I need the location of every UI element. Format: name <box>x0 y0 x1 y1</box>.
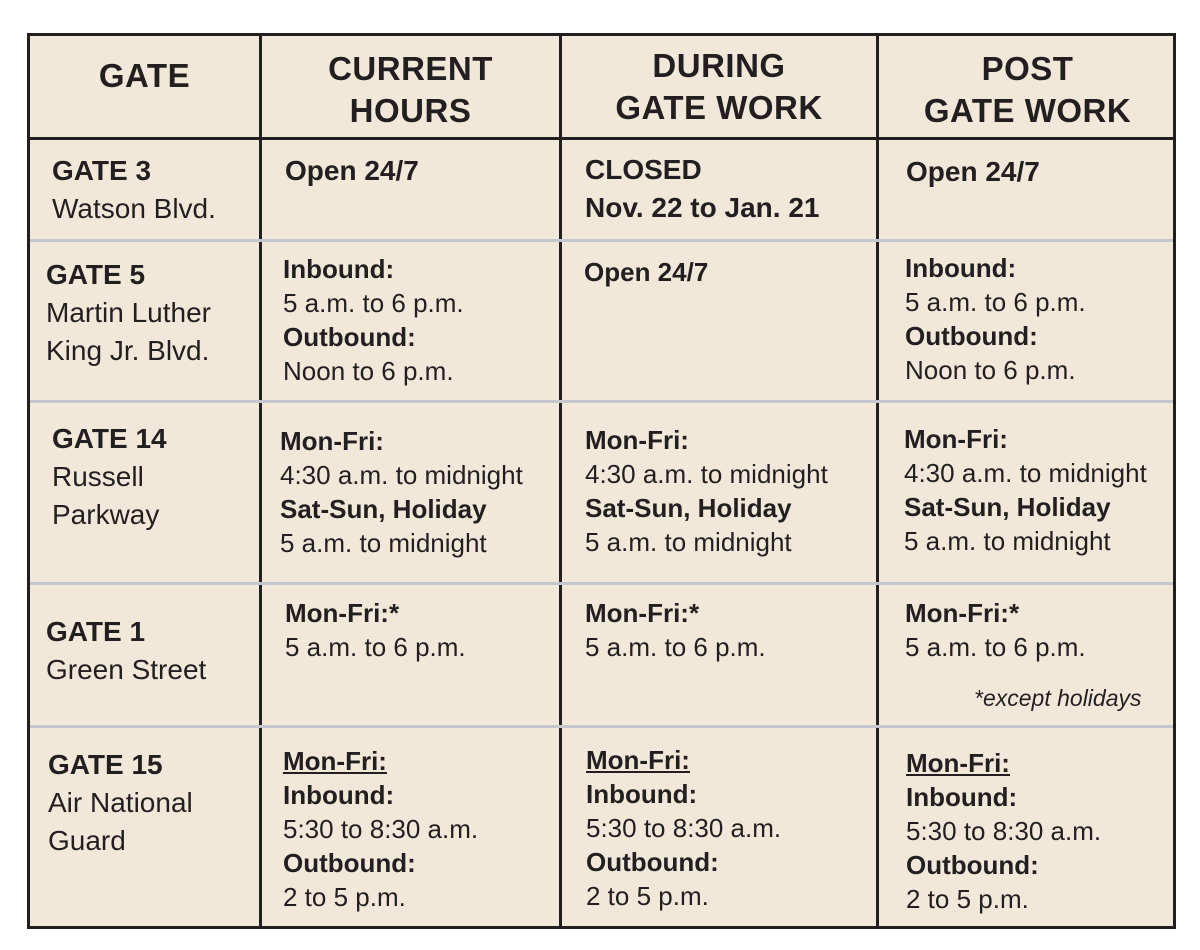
hours-text: 4:30 a.m. to midnight <box>904 458 1147 488</box>
hours-text: 5 a.m. to midnight <box>585 527 792 557</box>
table-row-gate-1-post <box>905 596 1086 664</box>
gate-location: Green Street <box>46 654 207 685</box>
table-row-gate-15-name <box>48 746 193 860</box>
column-divider <box>559 36 562 926</box>
direction-label: Outbound: <box>905 321 1038 351</box>
column-divider <box>259 36 262 926</box>
hours-text: Noon to 6 p.m. <box>283 356 454 386</box>
hours-text: 2 to 5 p.m. <box>283 882 406 912</box>
row-divider <box>30 400 1173 403</box>
hours-text: Noon to 6 p.m. <box>905 355 1076 385</box>
table-row-gate-15-post <box>906 746 1101 916</box>
direction-label: Inbound: <box>586 779 698 809</box>
hours-text: 5:30 to 8:30 a.m. <box>906 816 1102 846</box>
table-row-gate-15-current <box>283 744 478 914</box>
table-row-gate-14-name <box>52 420 167 534</box>
schedule-label: Mon-Fri: <box>586 745 690 775</box>
hours-text: 5 a.m. to 6 p.m. <box>585 632 766 662</box>
table-row-gate-1-name <box>46 613 206 689</box>
hours-text: 4:30 a.m. to midnight <box>280 460 523 490</box>
table-row-gate-15-during <box>586 743 781 913</box>
gate-name: GATE 14 <box>52 423 167 454</box>
table-row-gate-14-during <box>585 423 828 559</box>
hours-text: 5 a.m. to 6 p.m. <box>905 632 1086 662</box>
direction-label: Inbound: <box>906 782 1018 812</box>
hours-text: 5 a.m. to 6 p.m. <box>283 288 464 318</box>
schedule-label: Mon-Fri:* <box>285 598 400 628</box>
direction-label: Inbound: <box>905 253 1017 283</box>
gate-name: GATE 15 <box>48 749 163 780</box>
hours-text: 4:30 a.m. to midnight <box>585 459 828 489</box>
schedule-label: Mon-Fri: <box>280 426 384 456</box>
schedule-label: Mon-Fri:* <box>585 598 700 628</box>
hours-text: Open 24/7 <box>584 257 709 287</box>
table-row-gate-1-current <box>285 596 466 664</box>
header-during-line1: DURING <box>652 47 786 84</box>
closed-date-range: Nov. 22 to Jan. 21 <box>585 192 820 223</box>
direction-label: Inbound: <box>283 254 395 284</box>
gate-hours-table <box>27 33 1176 929</box>
hours-text: Open 24/7 <box>285 155 419 186</box>
direction-label: Inbound: <box>283 780 395 810</box>
table-row-gate-3-during <box>585 151 819 227</box>
schedule-label: Mon-Fri: <box>904 424 1008 454</box>
hours-text: 5 a.m. to 6 p.m. <box>285 632 466 662</box>
gate-location: Watson Blvd. <box>52 193 216 224</box>
table-row-gate-14-post <box>904 422 1147 558</box>
hours-text: Open 24/7 <box>906 156 1040 187</box>
hours-text: 2 to 5 p.m. <box>906 884 1029 914</box>
header-post-line2: GATE WORK <box>923 92 1132 129</box>
header-current-line2: HOURS <box>349 92 472 129</box>
row-divider <box>30 725 1173 728</box>
direction-label: Outbound: <box>283 322 416 352</box>
schedule-label: Mon-Fri: <box>585 425 689 455</box>
direction-label: Outbound: <box>586 847 719 877</box>
table-row-gate-1-during <box>585 596 766 664</box>
row-divider <box>30 239 1173 242</box>
table-row-gate-3-post <box>906 153 1040 191</box>
table-row-gate-5-post <box>905 251 1086 387</box>
schedule-label: Sat-Sun, Holiday <box>280 494 487 524</box>
table-row-gate-5-during <box>584 255 708 289</box>
row-divider <box>30 582 1173 585</box>
gate-location: King Jr. Blvd. <box>46 335 210 366</box>
status-closed: CLOSED <box>585 154 702 185</box>
header-current-line1: CURRENT <box>328 50 493 87</box>
schedule-label: Mon-Fri: <box>283 746 387 776</box>
column-divider <box>876 36 879 926</box>
table-row-gate-5-name <box>46 256 211 370</box>
except-holidays-note: *except holidays <box>974 685 1142 711</box>
schedule-label: Sat-Sun, Holiday <box>904 492 1111 522</box>
gate-location: Martin Luther <box>46 297 211 328</box>
direction-label: Outbound: <box>283 848 416 878</box>
gate-location: Air National <box>48 787 193 818</box>
header-post-line1: POST <box>981 50 1074 87</box>
schedule-label: Sat-Sun, Holiday <box>585 493 792 523</box>
hours-text: 5 a.m. to midnight <box>904 526 1111 556</box>
hours-text: 5:30 to 8:30 a.m. <box>283 814 479 844</box>
header-divider <box>30 137 1173 140</box>
header-during-gate-work <box>562 45 876 129</box>
header-during-line2: GATE WORK <box>615 89 823 126</box>
header-current-hours <box>262 48 559 132</box>
header-gate-label: GATE <box>98 57 191 94</box>
gate-name: GATE 3 <box>52 155 152 186</box>
gate-location: Parkway <box>52 499 160 530</box>
hours-text: 5:30 to 8:30 a.m. <box>586 813 782 843</box>
gate-location: Russell <box>52 461 144 492</box>
direction-label: Outbound: <box>906 850 1039 880</box>
gate-location: Guard <box>48 825 126 856</box>
gate-name: GATE 1 <box>46 616 146 647</box>
schedule-label: Mon-Fri: <box>906 748 1010 778</box>
header-post-gate-work <box>879 48 1176 132</box>
hours-text: 2 to 5 p.m. <box>586 881 709 911</box>
schedule-label: Mon-Fri:* <box>905 598 1020 628</box>
hours-text: 5 a.m. to midnight <box>280 528 487 558</box>
header-gate <box>30 55 259 97</box>
table-row-gate-5-current <box>283 252 464 388</box>
table-row-gate-3-name <box>52 152 216 228</box>
hours-text: 5 a.m. to 6 p.m. <box>905 287 1086 317</box>
gate-name: GATE 5 <box>46 259 146 290</box>
table-row-gate-3-current <box>285 152 419 190</box>
table-row-gate-14-current <box>280 424 523 560</box>
